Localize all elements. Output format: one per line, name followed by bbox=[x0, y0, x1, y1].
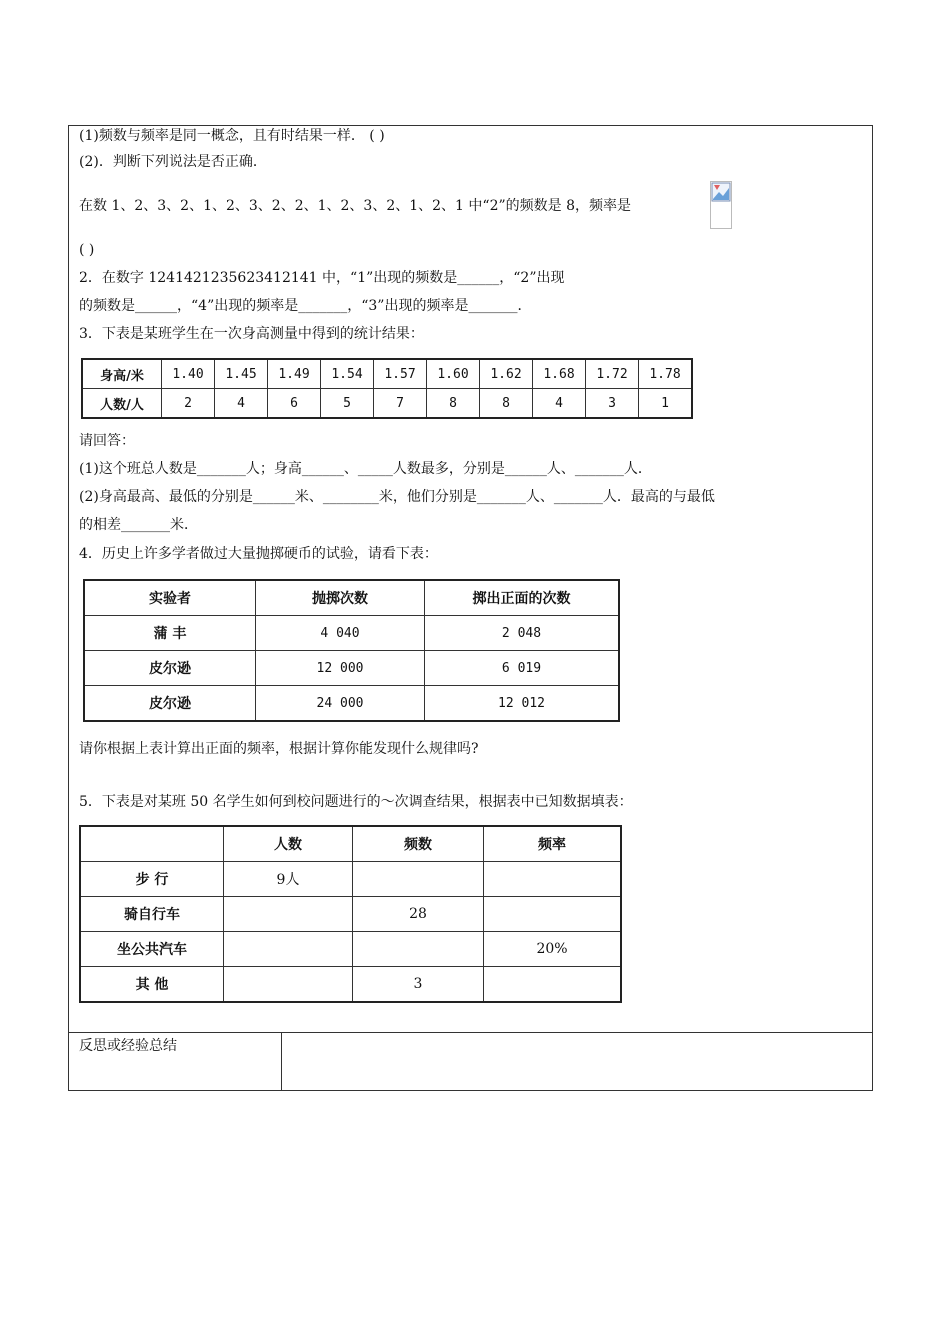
table-cell: 4 bbox=[533, 389, 586, 419]
table-cell bbox=[224, 967, 353, 1003]
table-header: 频率 bbox=[484, 826, 622, 862]
worksheet-frame bbox=[68, 125, 873, 1091]
table-cell: 1.49 bbox=[268, 359, 321, 389]
footer-divider bbox=[69, 1032, 872, 1033]
table-header: 实验者 bbox=[84, 580, 256, 616]
table-cell: 12 000 bbox=[256, 651, 425, 686]
table-cell: 1.54 bbox=[321, 359, 374, 389]
table-cell: 6 019 bbox=[425, 651, 620, 686]
table-cell: 8 bbox=[427, 389, 480, 419]
table-cell: 7 bbox=[374, 389, 427, 419]
table-cell: 24 000 bbox=[256, 686, 425, 722]
table-cell: 9人 bbox=[224, 862, 353, 897]
table-cell: 2 bbox=[162, 389, 215, 419]
q1-item2: (2)．判断下列说法是否正确． bbox=[79, 154, 267, 170]
table-cell: 其 他 bbox=[80, 967, 224, 1003]
q4-question: 请你根据上表计算出正面的频率，根据计算你能发现什么规律吗? bbox=[79, 741, 479, 757]
table-header: 人数/人 bbox=[82, 389, 162, 419]
table-cell: 1.62 bbox=[480, 359, 533, 389]
broken-image-icon bbox=[710, 181, 732, 229]
table-cell bbox=[224, 932, 353, 967]
table-row bbox=[80, 862, 621, 897]
table-row bbox=[84, 616, 619, 651]
table-header: 人数 bbox=[224, 826, 353, 862]
table-cell: 4 bbox=[215, 389, 268, 419]
q4-title: 4．历史上许多学者做过大量抛掷硬币的试验，请看下表： bbox=[79, 546, 438, 562]
table-row bbox=[84, 651, 619, 686]
table-cell: 12 012 bbox=[425, 686, 620, 722]
q3-sub1: (1)这个班总人数是_______人；身高______、_____人数最多，分别是______人、_______人． bbox=[79, 461, 652, 477]
table-cell: 1.60 bbox=[427, 359, 480, 389]
table-row bbox=[84, 686, 619, 722]
table-cell: 1 bbox=[639, 389, 693, 419]
table-header: 频数 bbox=[353, 826, 484, 862]
table-cell: 28 bbox=[353, 897, 484, 932]
q3-answer-label: 请回答： bbox=[79, 433, 135, 449]
table-cell: 8 bbox=[480, 389, 533, 419]
reflection-label: 反思或经验总结 bbox=[79, 1038, 177, 1054]
table-row bbox=[82, 359, 692, 389]
q1-statement: 在数 1、2、3、2、1、2、3、2、2、1、2、3、2、1、2、1 中“2”的频数是 8，频率是 bbox=[79, 198, 631, 214]
table-row bbox=[82, 389, 692, 419]
table-cell: 1.68 bbox=[533, 359, 586, 389]
table-cell: 1.72 bbox=[586, 359, 639, 389]
table-cell: 20% bbox=[484, 932, 622, 967]
table-cell: 3 bbox=[586, 389, 639, 419]
table-cell: 蒲 丰 bbox=[84, 616, 256, 651]
table-cell: 1.45 bbox=[215, 359, 268, 389]
q3-sub2b: 的相差_______米． bbox=[79, 517, 198, 533]
table-header bbox=[80, 826, 224, 862]
height-table bbox=[81, 358, 693, 419]
table-cell bbox=[353, 932, 484, 967]
commute-table bbox=[79, 825, 622, 1003]
q2-line2: 的频数是______，“4”出现的频率是_______，“3”出现的频率是_______． bbox=[79, 298, 532, 314]
table-header: 抛掷次数 bbox=[256, 580, 425, 616]
table-cell: 1.40 bbox=[162, 359, 215, 389]
table-row bbox=[80, 932, 621, 967]
table-cell: 骑自行车 bbox=[80, 897, 224, 932]
table-cell: 皮尔逊 bbox=[84, 651, 256, 686]
q5-title: 5．下表是对某班 50 名学生如何到校问题进行的～次调查结果，根据表中已知数据填表： bbox=[79, 794, 633, 810]
table-cell: 1.57 bbox=[374, 359, 427, 389]
table-cell: 1.78 bbox=[639, 359, 693, 389]
q1-item1: (1)频数与频率是同一概念，且有时结果一样． ( ) bbox=[79, 128, 385, 144]
table-cell bbox=[484, 862, 622, 897]
table-row bbox=[80, 826, 621, 862]
table-cell: 2 048 bbox=[425, 616, 620, 651]
table-cell: 步 行 bbox=[80, 862, 224, 897]
table-cell bbox=[224, 897, 353, 932]
table-cell: 5 bbox=[321, 389, 374, 419]
table-row bbox=[80, 967, 621, 1003]
table-cell bbox=[353, 862, 484, 897]
table-header: 身高/米 bbox=[82, 359, 162, 389]
table-cell bbox=[484, 967, 622, 1003]
table-cell: 4 040 bbox=[256, 616, 425, 651]
table-cell: 皮尔逊 bbox=[84, 686, 256, 722]
table-row bbox=[80, 897, 621, 932]
table-cell: 坐公共汽车 bbox=[80, 932, 224, 967]
q1-paren: ( ) bbox=[79, 242, 95, 258]
footer-column-divider bbox=[281, 1032, 282, 1090]
table-header: 掷出正面的次数 bbox=[425, 580, 620, 616]
table-cell bbox=[484, 897, 622, 932]
q3-title: 3．下表是某班学生在一次身高测量中得到的统计结果： bbox=[79, 326, 424, 342]
coin-toss-table bbox=[83, 579, 620, 722]
table-cell: 6 bbox=[268, 389, 321, 419]
table-row bbox=[84, 580, 619, 616]
table-cell: 3 bbox=[353, 967, 484, 1003]
q2-line1: 2．在数字 1241421235623412141 中，“1”出现的频数是______，“2”出现 bbox=[79, 270, 565, 286]
q3-sub2: (2)身高最高、最低的分别是______米、________米，他们分别是_______人、_______人．最高的与最低 bbox=[79, 489, 715, 505]
